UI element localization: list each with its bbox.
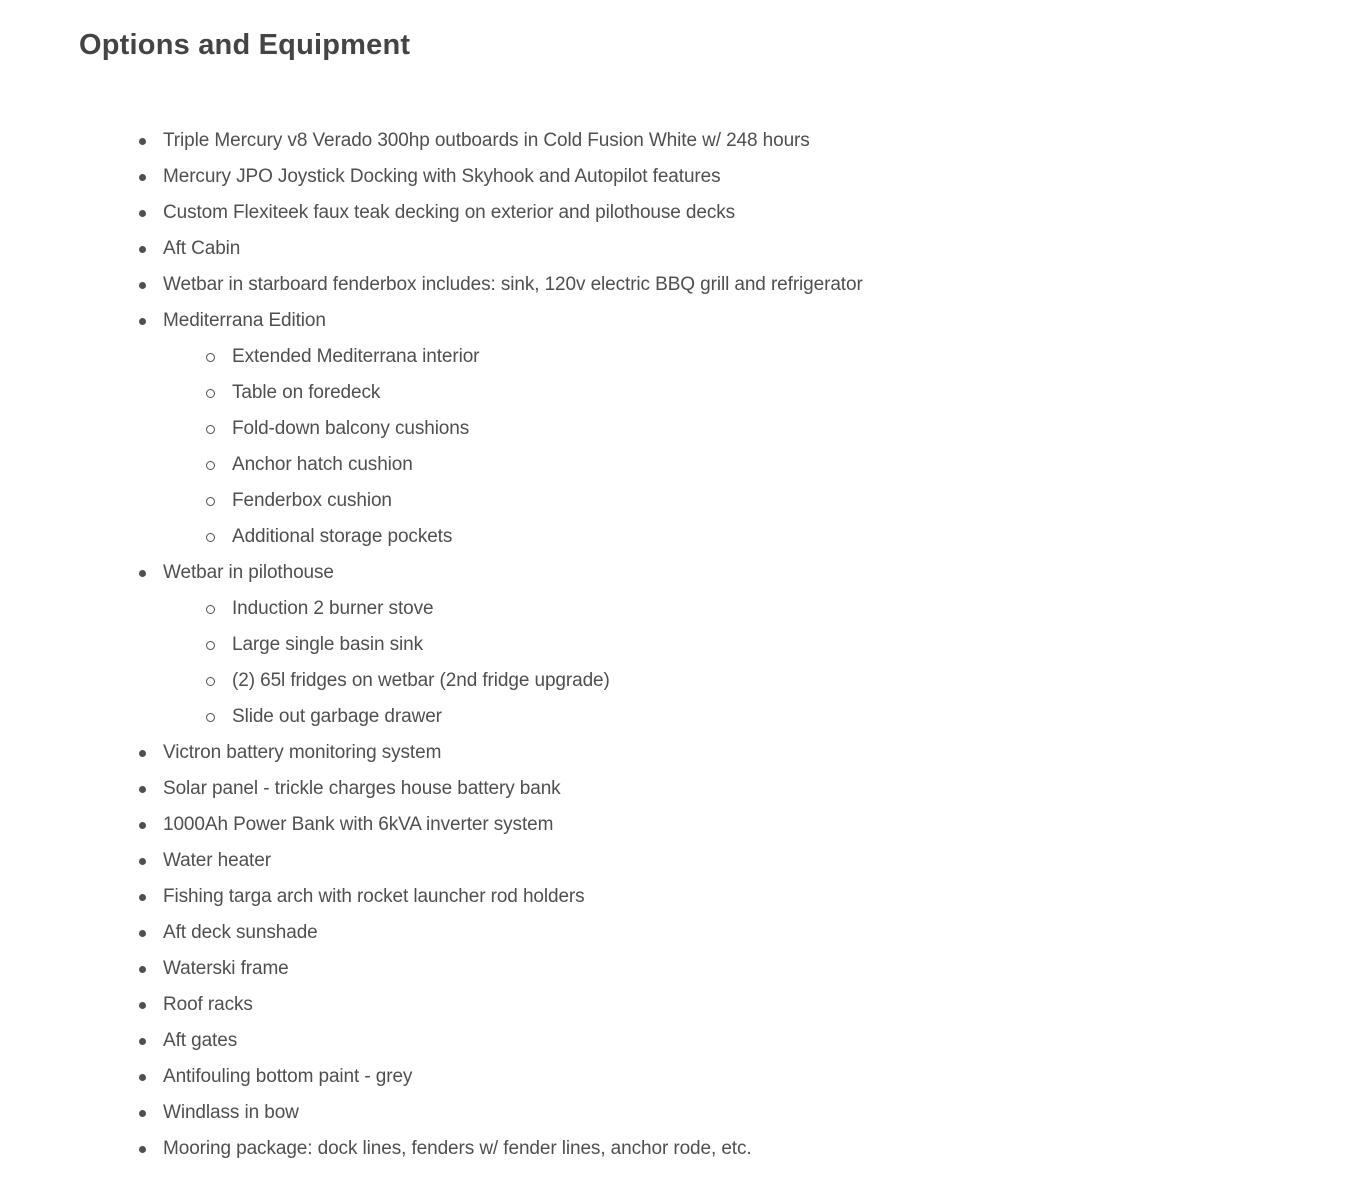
list-item-label: Victron battery monitoring system xyxy=(163,742,442,763)
list-item-label: Roof racks xyxy=(163,994,253,1015)
circle-bullet-icon xyxy=(206,605,215,614)
sub-list-item-label: Induction 2 burner stove xyxy=(232,598,434,619)
list-item xyxy=(79,1059,1352,1095)
sub-list-item-label: Fenderbox cushion xyxy=(232,490,392,511)
list-item xyxy=(79,159,1352,195)
circle-bullet-icon xyxy=(206,641,215,650)
bullet-icon xyxy=(139,174,146,181)
sub-list-item xyxy=(79,699,1352,735)
sub-list-item-label: Slide out garbage drawer xyxy=(232,706,442,727)
sub-list-item-label: (2) 65l fridges on wetbar (2nd fridge upgrade) xyxy=(232,670,610,691)
circle-bullet-icon xyxy=(206,353,215,362)
bullet-icon xyxy=(139,750,146,757)
list-item xyxy=(79,771,1352,807)
list-item-label: Waterski frame xyxy=(163,958,289,979)
list-item-label: Aft deck sunshade xyxy=(163,922,318,943)
bullet-icon xyxy=(139,1074,146,1081)
sub-list-item xyxy=(79,519,1352,555)
bullet-icon xyxy=(139,570,146,577)
options-sublist xyxy=(79,339,1352,555)
circle-bullet-icon xyxy=(206,497,215,506)
circle-bullet-icon xyxy=(206,533,215,542)
sub-list-item xyxy=(79,339,1352,375)
list-item xyxy=(79,267,1352,303)
bullet-icon xyxy=(139,822,146,829)
list-item xyxy=(79,1131,1352,1167)
list-item-label: Mediterrana Edition xyxy=(163,310,326,331)
sub-list-item-label: Anchor hatch cushion xyxy=(232,454,413,475)
list-item xyxy=(79,807,1352,843)
sub-list-item xyxy=(79,627,1352,663)
list-item-label: 1000Ah Power Bank with 6kVA inverter system xyxy=(163,814,554,835)
sub-list-item xyxy=(79,483,1352,519)
bullet-icon xyxy=(139,1110,146,1117)
bullet-icon xyxy=(139,894,146,901)
list-item-label: Aft gates xyxy=(163,1030,238,1051)
list-item xyxy=(79,987,1352,1023)
circle-bullet-icon xyxy=(206,461,215,470)
list-item-label: Aft Cabin xyxy=(163,238,241,259)
list-item-label: Mooring package: dock lines, fenders w/ fender lines, anchor rode, etc. xyxy=(163,1138,752,1159)
list-item-label: Wetbar in pilothouse xyxy=(163,562,334,583)
bullet-icon xyxy=(139,966,146,973)
bullet-icon xyxy=(139,858,146,865)
list-item xyxy=(79,879,1352,915)
list-item-label: Custom Flexiteek faux teak decking on exterior and pilothouse decks xyxy=(163,202,736,223)
list-item xyxy=(79,555,1352,735)
list-item-label: Water heater xyxy=(163,850,271,871)
list-item xyxy=(79,1023,1352,1059)
bullet-icon xyxy=(139,1146,146,1153)
sub-list-item xyxy=(79,591,1352,627)
sub-list-item-label: Fold-down balcony cushions xyxy=(232,418,470,439)
list-item xyxy=(79,123,1352,159)
list-item-label: Solar panel - trickle charges house battery bank xyxy=(163,778,561,799)
bullet-icon xyxy=(139,1002,146,1009)
bullet-icon xyxy=(139,786,146,793)
list-item xyxy=(79,195,1352,231)
sub-list-item-label: Additional storage pockets xyxy=(232,526,453,547)
sub-list-item-label: Extended Mediterrana interior xyxy=(232,346,480,367)
circle-bullet-icon xyxy=(206,389,215,398)
options-list xyxy=(79,123,1352,1167)
options-sublist xyxy=(79,591,1352,735)
bullet-icon xyxy=(139,282,146,289)
bullet-icon xyxy=(139,138,146,145)
list-item xyxy=(79,1095,1352,1131)
bullet-icon xyxy=(139,1038,146,1045)
circle-bullet-icon xyxy=(206,425,215,434)
sub-list-item-label: Large single basin sink xyxy=(232,634,423,655)
list-item xyxy=(79,915,1352,951)
list-item-label: Fishing targa arch with rocket launcher rod holders xyxy=(163,886,585,907)
bullet-icon xyxy=(139,930,146,937)
list-item xyxy=(79,843,1352,879)
bullet-icon xyxy=(139,246,146,253)
list-item-label: Triple Mercury v8 Verado 300hp outboards in Cold Fusion White w/ 248 hours xyxy=(163,130,810,151)
list-item xyxy=(79,951,1352,987)
list-item-label: Mercury JPO Joystick Docking with Skyhook and Autopilot features xyxy=(163,166,721,187)
list-item xyxy=(79,231,1352,267)
list-item xyxy=(79,735,1352,771)
sub-list-item-label: Table on foredeck xyxy=(232,382,381,403)
sub-list-item xyxy=(79,447,1352,483)
list-item-label: Antifouling bottom paint - grey xyxy=(163,1066,413,1087)
list-item-label: Windlass in bow xyxy=(163,1102,299,1123)
sub-list-item xyxy=(79,375,1352,411)
page-title: Options and Equipment xyxy=(79,29,411,61)
bullet-icon xyxy=(139,210,146,217)
circle-bullet-icon xyxy=(206,713,215,722)
sub-list-item xyxy=(79,663,1352,699)
list-item-label: Wetbar in starboard fenderbox includes: sink, 120v electric BBQ grill and refrigerator xyxy=(163,274,863,295)
sub-list-item xyxy=(79,411,1352,447)
circle-bullet-icon xyxy=(206,677,215,686)
bullet-icon xyxy=(139,318,146,325)
list-item xyxy=(79,303,1352,555)
